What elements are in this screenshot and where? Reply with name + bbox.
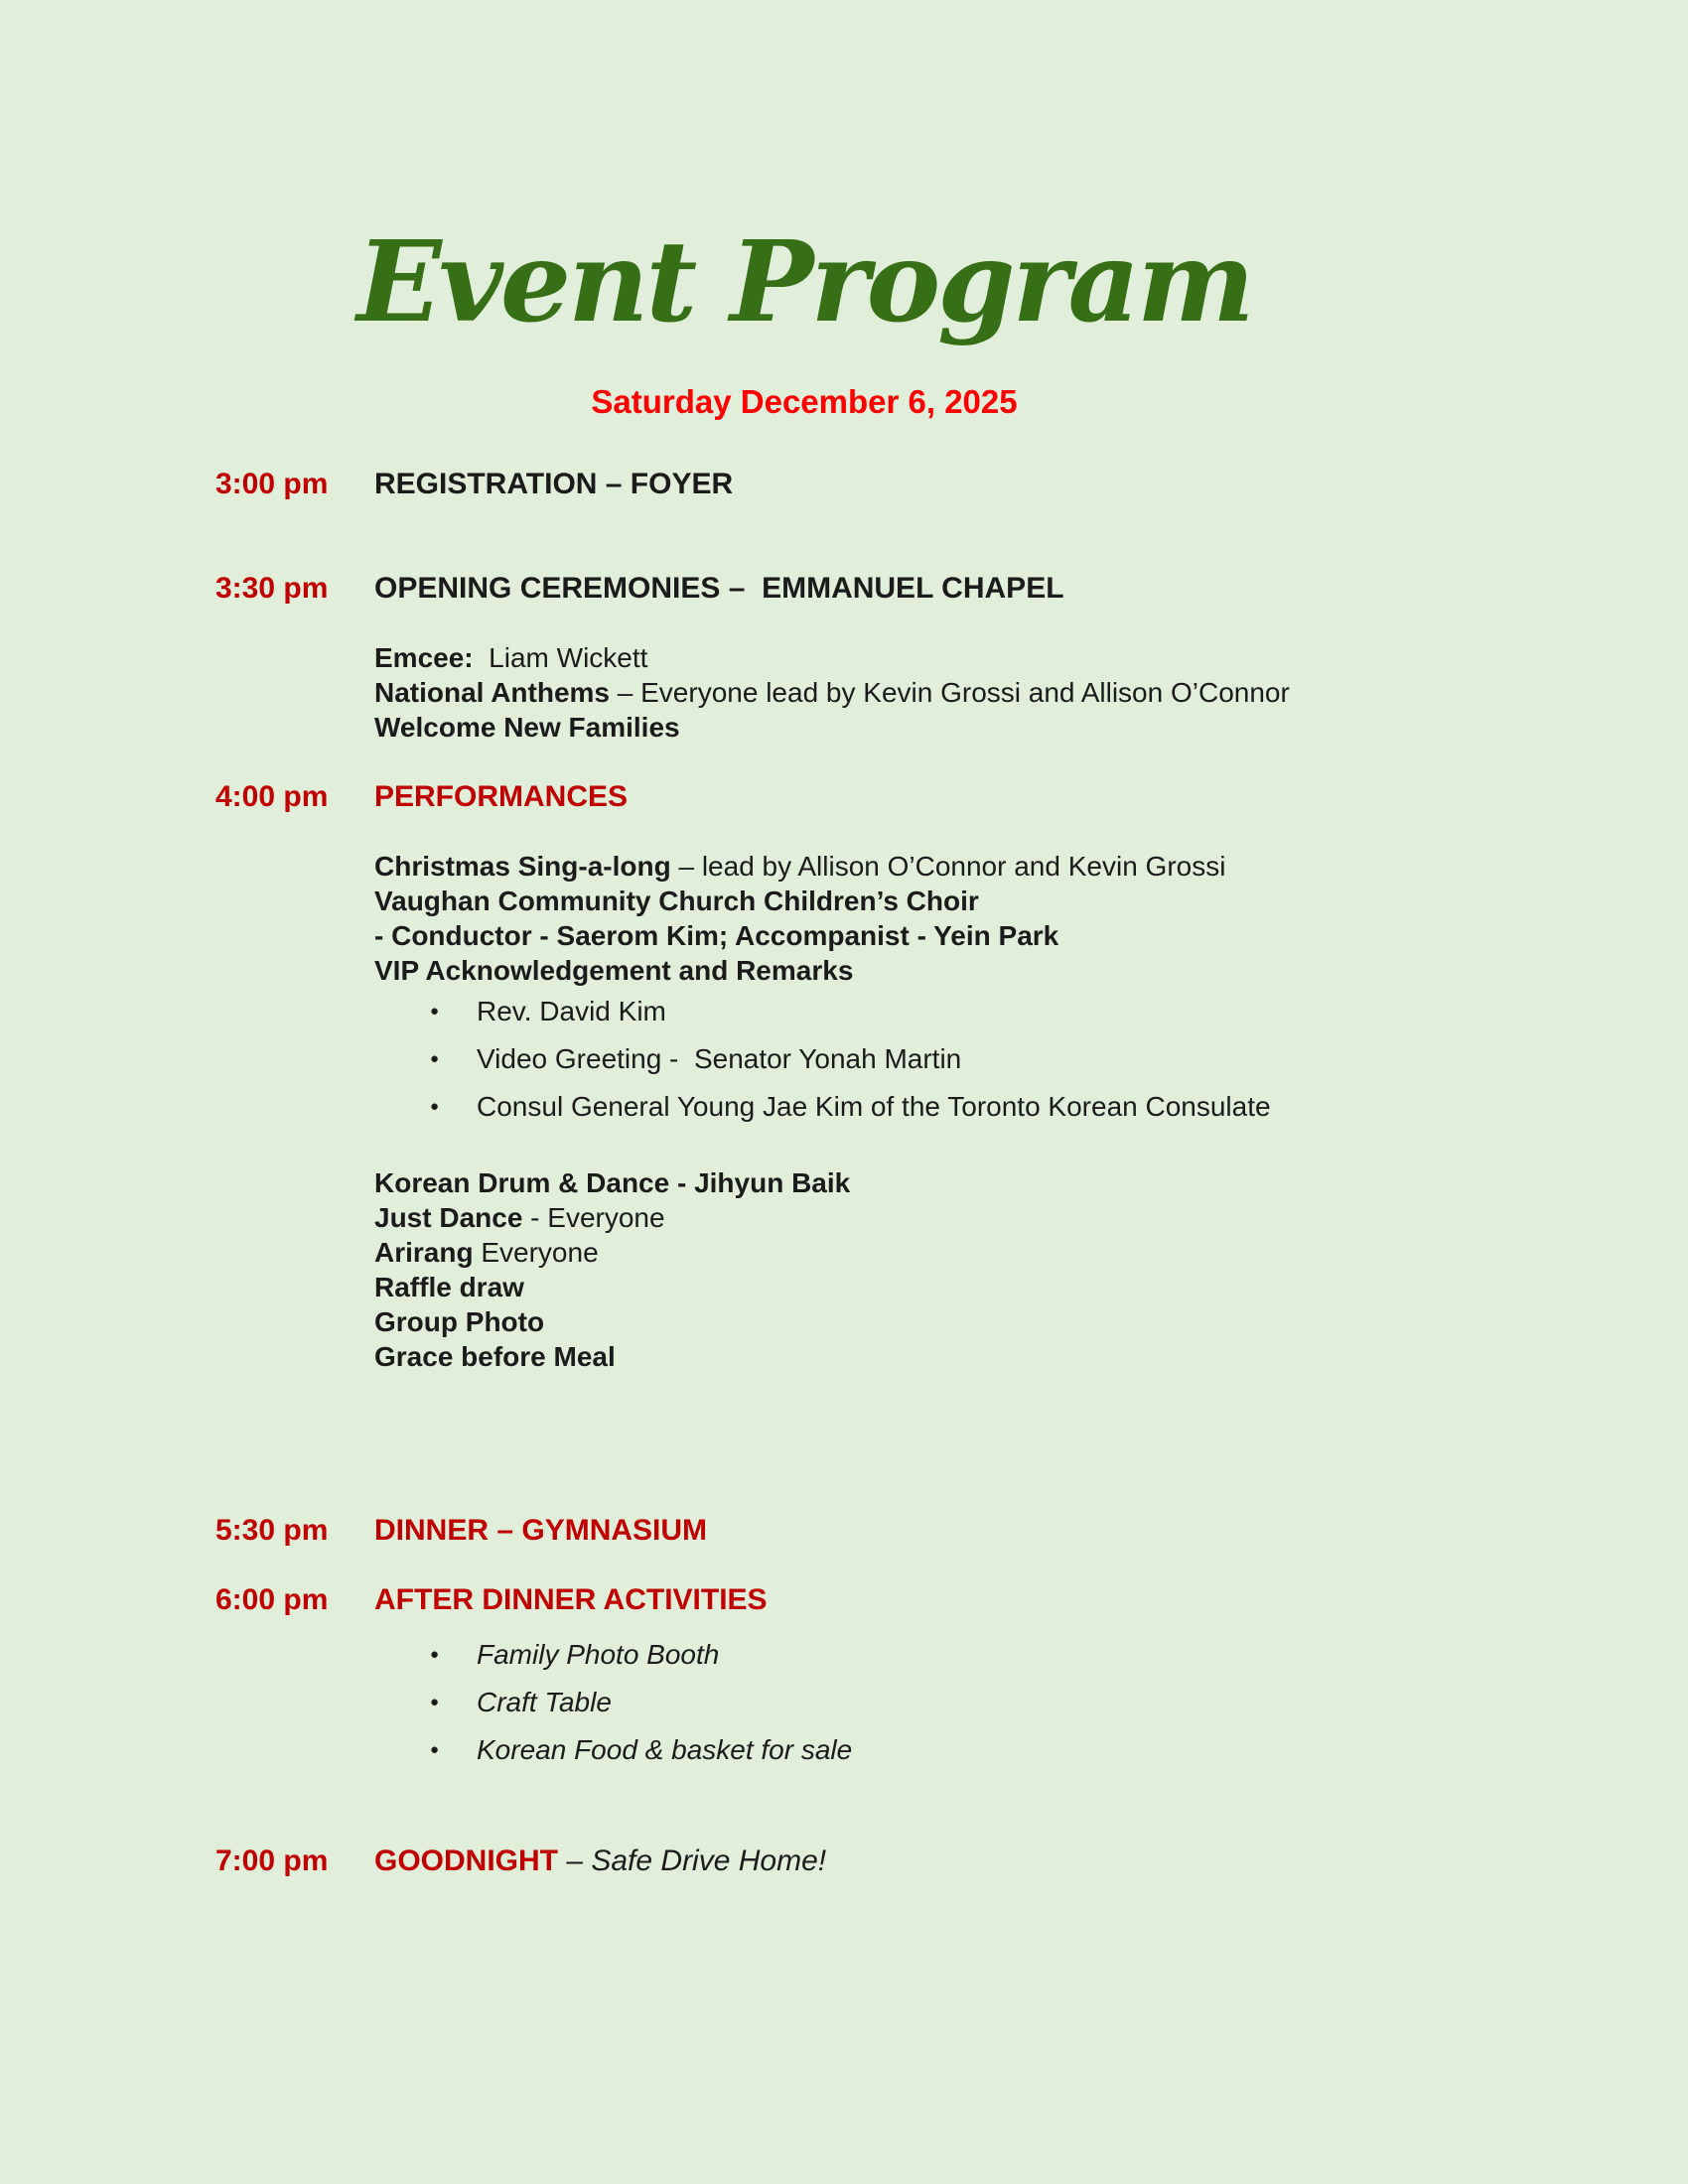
text-segment: Raffle draw [374,1272,524,1302]
text-segment: Arirang [374,1237,474,1268]
page-header [0,0,1609,422]
detail-line [0,1304,1688,1339]
bullet-item [0,1631,1688,1679]
text-segment: Just Dance [374,1202,523,1233]
blank-line [0,745,1688,779]
row-text [374,851,1225,882]
text-segment: AFTER DINNER ACTIVITIES [374,1583,768,1616]
text-segment: Craft Table [477,1687,612,1717]
bullet-icon: ● [430,1741,440,1758]
row-text [477,1091,1271,1122]
text-segment: PERFORMANCES [374,780,629,813]
blank-line [0,814,1688,849]
time-label: 6:00 pm [215,1583,329,1616]
time-label: 5:30 pm [215,1514,329,1547]
text-segment: – Safe Drive Home! [558,1844,827,1877]
blank-line [0,501,1688,536]
detail-line [0,1339,1688,1374]
text-segment: OPENING CEREMONIES – EMMANUEL CHAPEL [374,572,1064,605]
blank-line [0,1374,1688,1409]
row-text [374,712,680,743]
time-label: 3:00 pm [215,468,329,500]
detail-line [0,710,1688,745]
row-text [374,572,1064,605]
row-text [477,996,666,1026]
bullet-item [0,1679,1688,1726]
blank-line [0,1774,1688,1809]
text-segment: Welcome New Families [374,712,680,743]
blank-line [0,1478,1688,1513]
text-segment: Christmas Sing-a-long [374,851,671,882]
blank-line [0,1548,1688,1582]
row-text [374,780,628,813]
row-text [374,1583,768,1616]
schedule-entry [0,571,1688,606]
detail-line [0,918,1688,953]
row-text [477,1734,852,1765]
time-label: 3:30 pm [215,572,329,605]
text-segment: Liam Wickett [473,642,648,673]
text-segment: - Conductor - Saerom Kim; Accompanist - Yein Park [374,920,1059,951]
schedule-entry [0,1513,1688,1548]
blank-line [0,1443,1688,1478]
text-segment: Rev. David Kim [477,996,666,1026]
text-segment: GOODNIGHT [374,1844,558,1877]
row-text [374,1514,707,1547]
time-label: 4:00 pm [215,780,329,813]
page-title: Event Program [356,217,1252,347]
bullet-item [0,1083,1688,1131]
row-text [477,1687,612,1717]
text-segment: – lead by Allison O’Connor and Kevin Grossi [670,851,1226,882]
text-segment: Consul General Young Jae Kim of the Toronto Korean Consulate [477,1091,1271,1122]
row-text [374,1237,599,1268]
text-segment: Korean Food & basket for sale [477,1734,853,1765]
row-text [374,955,853,986]
bullet-icon: ● [430,1003,440,1020]
text-segment: National Anthems [374,677,610,708]
blank-line [0,1131,1688,1165]
detail-line [0,1235,1688,1270]
bullet-item [0,1035,1688,1083]
row-text [374,1844,826,1877]
row-text [374,886,979,916]
detail-line [0,1270,1688,1304]
row-text [477,1639,719,1670]
text-segment: Korean Drum & Dance - Jihyun Baik [374,1167,851,1198]
detail-line [0,1165,1688,1200]
row-text [477,1043,961,1074]
text-segment: Family Photo Booth [477,1639,720,1670]
blank-line [0,606,1688,640]
row-text [374,468,733,500]
detail-line [0,1200,1688,1235]
bullet-icon: ● [430,1050,440,1067]
text-segment: REGISTRATION – FOYER [374,468,734,500]
text-segment: VIP Acknowledgement and Remarks [374,955,854,986]
schedule-entry [0,467,1688,501]
bullet-icon: ● [430,1098,440,1115]
text-segment: Emcee: [374,642,474,673]
row-text [374,920,1058,951]
time-label: 7:00 pm [215,1844,329,1877]
blank-line [0,1409,1688,1443]
text-segment: Group Photo [374,1306,545,1337]
schedule-entry [0,1582,1688,1617]
schedule-entry [0,779,1688,814]
schedule-entry [0,1843,1688,1878]
detail-line [0,953,1688,988]
bullet-icon: ● [430,1646,440,1663]
row-text [374,1202,665,1233]
detail-line [0,675,1688,710]
text-segment: DINNER – GYMNASIUM [374,1514,708,1547]
text-segment: Video Greeting - Senator Yonah Martin [477,1043,962,1074]
text-segment: - Everyone [522,1202,665,1233]
event-date: Saturday December 6, 2025 [591,383,1018,420]
row-text [374,1167,850,1198]
detail-line [0,884,1688,918]
text-segment: Vaughan Community Church Children’s Choir [374,886,979,916]
text-segment: Grace before Meal [374,1341,616,1372]
blank-line [0,1809,1688,1843]
row-text [374,677,1290,708]
detail-line [0,640,1688,675]
bullet-item [0,1726,1688,1774]
detail-line [0,849,1688,884]
row-text [374,1306,544,1337]
schedule [0,467,1688,1878]
blank-line [0,536,1688,571]
row-text [374,1341,616,1372]
bullet-icon: ● [430,1694,440,1710]
bullet-item [0,988,1688,1035]
row-text [374,1272,524,1302]
text-segment: Everyone [473,1237,599,1268]
text-segment: – Everyone lead by Kevin Grossi and Allison O’Connor [610,677,1290,708]
row-text [374,642,647,673]
